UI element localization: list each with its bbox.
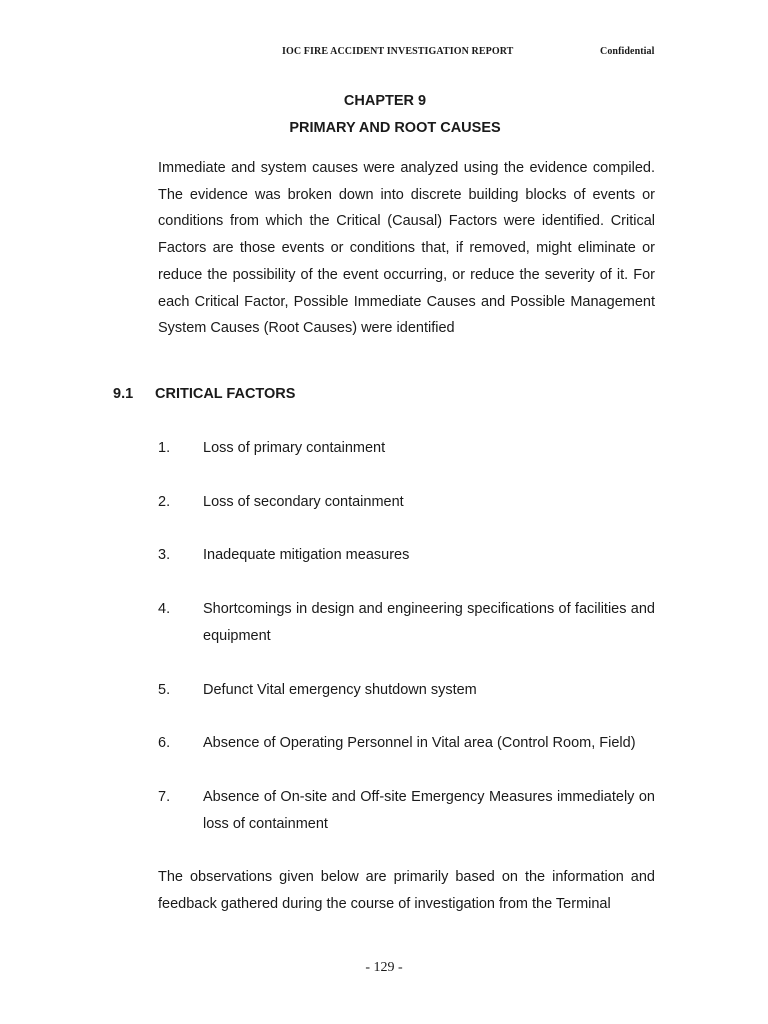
critical-factor-item (158, 542, 655, 569)
report-header-title: IOC FIRE ACCIDENT INVESTIGATION REPORT (282, 46, 514, 57)
factor-number: 3. (158, 547, 171, 563)
critical-factor-item (158, 784, 655, 837)
factor-number: 4. (158, 601, 171, 617)
factor-text: Defunct Vital emergency shutdown system (203, 682, 477, 698)
factor-text: Absence of Operating Personnel in Vital area (Control Room, Field) (203, 735, 636, 751)
critical-factor-item (158, 435, 655, 462)
factor-text: Loss of secondary containment (203, 494, 404, 510)
factor-number: 2. (158, 494, 171, 510)
section-heading (113, 385, 295, 403)
factor-number: 1. (158, 440, 171, 456)
factor-number: 5. (158, 682, 171, 698)
critical-factor-item (158, 489, 655, 516)
intro-paragraph: Immediate and system causes were analyzed using the evidence compiled. The evidence was broken down into discrete building blocks of events or conditions from which the Critical (Causal) Factors were identified. Critical Factors are those events or conditions that, if removed, might eliminate or reduce the possibility of the event occurring, or reduce the severity of it. For each Critical Factor, Possible Immediate Causes and Possible Management System Causes (Root Causes) were identified (158, 160, 655, 337)
factor-text: Shortcomings in design and engineering specifications of facilities and equipment (203, 601, 655, 644)
observations-paragraph: The observations given below are primarily based on the information and feedback gathered during the course of investigation from the Terminal (158, 869, 655, 912)
critical-factor-item (158, 596, 655, 649)
page-number: - 129 - (365, 960, 403, 975)
critical-factor-item (158, 677, 655, 704)
factor-number: 6. (158, 735, 171, 751)
chapter-number-text: CHAPTER 9 (343, 93, 427, 109)
factor-number: 7. (158, 789, 171, 805)
chapter-number (0, 92, 768, 110)
factor-text: Loss of primary containment (203, 440, 386, 456)
critical-factor-item (158, 730, 655, 757)
section-title: CRITICAL FACTORS (155, 386, 296, 402)
section-number: 9.1 (113, 386, 134, 402)
factor-text: Absence of On-site and Off-site Emergency Measures immediately on loss of containment (203, 789, 655, 832)
factor-text: Inadequate mitigation measures (203, 547, 410, 563)
confidential-label: Confidential (600, 46, 655, 57)
chapter-title: PRIMARY AND ROOT CAUSES (289, 120, 501, 136)
